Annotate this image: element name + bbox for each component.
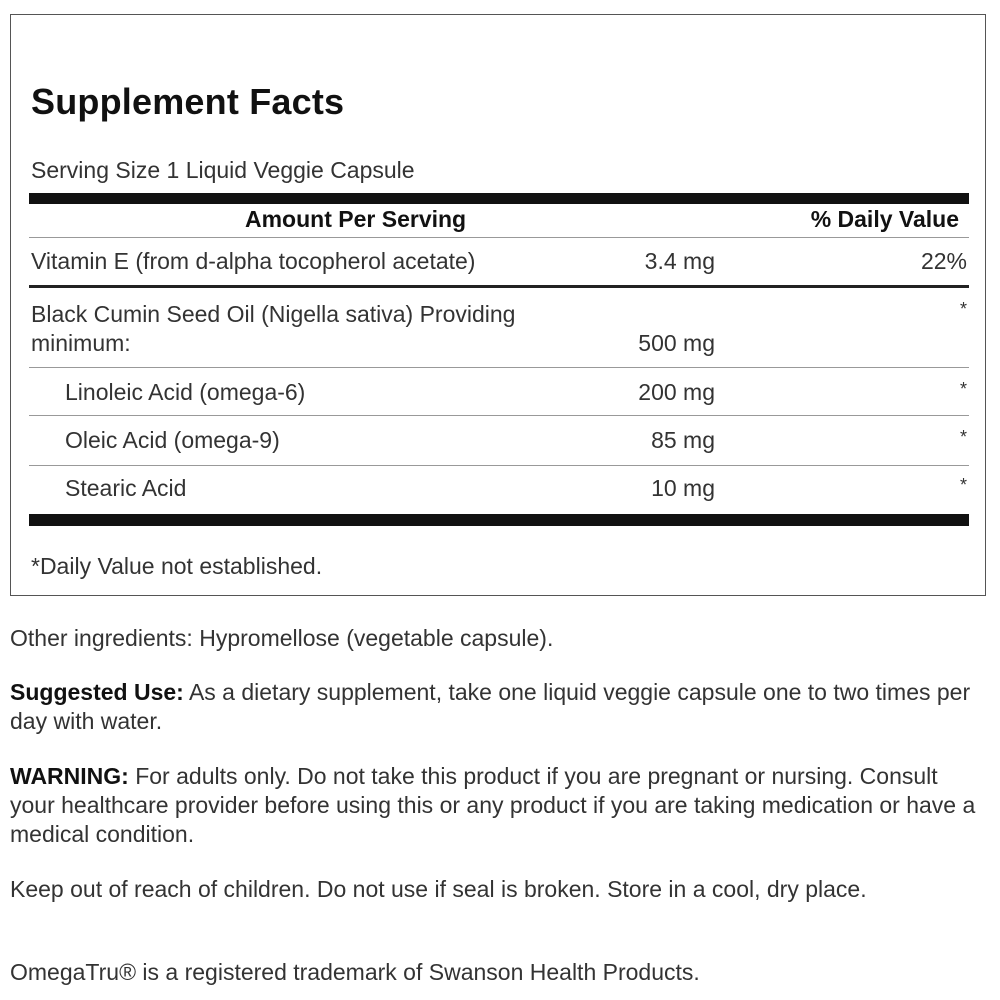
serving-size: Serving Size 1 Liquid Veggie Capsule xyxy=(31,157,415,183)
black-cumin-amount: 500 mg xyxy=(638,330,715,356)
oleic-acid-name: Oleic Acid (omega-9) xyxy=(65,427,280,453)
black-cumin-name-line2: minimum: xyxy=(31,330,131,356)
divider xyxy=(29,415,969,416)
header-amount-per-serving: Amount Per Serving xyxy=(245,206,467,232)
storage-instructions: Keep out of reach of children. Do not use if seal is broken. Store in a cool, dry place. xyxy=(10,876,867,902)
trademark-notice: OmegaTru® is a registered trademark of Swanson Health Products. xyxy=(10,959,700,985)
daily-value-footnote: *Daily Value not established. xyxy=(31,553,323,579)
thick-rule-top xyxy=(29,193,969,204)
divider xyxy=(29,237,969,238)
stearic-acid-dv: * xyxy=(959,475,967,495)
suggested-use xyxy=(10,678,980,736)
oleic-acid-dv: * xyxy=(959,427,967,447)
linoleic-acid-amount: 200 mg xyxy=(638,379,715,405)
oleic-acid-amount: 85 mg xyxy=(651,427,715,453)
black-cumin-dv: * xyxy=(959,299,967,319)
header-daily-value: % Daily Value xyxy=(810,206,959,232)
suggested-use-label: Suggested Use: xyxy=(10,679,184,705)
stearic-acid-name: Stearic Acid xyxy=(65,475,187,501)
stearic-acid-amount: 10 mg xyxy=(651,475,715,501)
divider xyxy=(29,465,969,466)
suggested-use-text: As a dietary supplement, take one liquid veggie capsule one to two times per day with water. xyxy=(10,679,971,734)
other-ingredients: Other ingredients: Hypromellose (vegetable capsule). xyxy=(10,625,554,651)
divider xyxy=(29,367,969,368)
vitamin-e-dv: 22% xyxy=(920,248,967,274)
supplement-facts-panel xyxy=(10,14,986,596)
warning-text: For adults only. Do not take this product if you are pregnant or nursing. Consult your healthcare provider before using this or any product if you are taking medication or have a medical condition. xyxy=(10,763,976,847)
linoleic-acid-dv: * xyxy=(959,379,967,399)
facts-title: Supplement Facts xyxy=(31,81,345,122)
black-cumin-name-line1: Black Cumin Seed Oil (Nigella sativa) Providing xyxy=(31,301,516,327)
vitamin-e-amount: 3.4 mg xyxy=(644,248,715,274)
linoleic-acid-name: Linoleic Acid (omega-6) xyxy=(65,379,306,405)
warning xyxy=(10,762,980,849)
warning-label: WARNING: xyxy=(10,763,129,789)
medium-rule xyxy=(29,285,969,288)
vitamin-e-name: Vitamin E (from d-alpha tocopherol acetate) xyxy=(31,248,476,274)
thick-rule-bottom xyxy=(29,514,969,526)
